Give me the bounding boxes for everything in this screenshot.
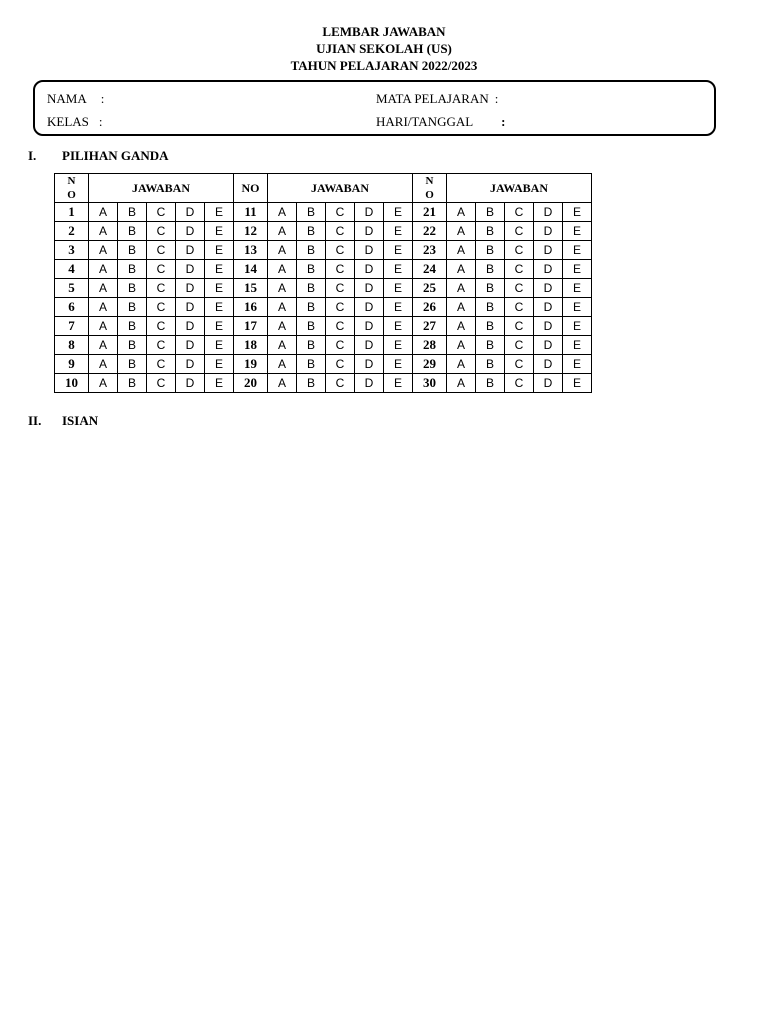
answer-option[interactable]: C [147, 222, 176, 241]
question-number: 14 [234, 260, 268, 279]
answer-option[interactable]: C [147, 374, 176, 393]
answer-option[interactable]: C [505, 279, 534, 298]
answer-option[interactable]: B [297, 222, 326, 241]
table-row [55, 317, 592, 336]
document-heading [0, 23, 768, 74]
section-2-title: ISIAN [62, 413, 99, 428]
answer-option[interactable]: B [118, 241, 147, 260]
answer-option[interactable]: A [447, 279, 476, 298]
answer-option[interactable]: E [384, 203, 413, 222]
no-header: N O [413, 174, 447, 203]
answer-option[interactable]: E [563, 279, 592, 298]
answer-option[interactable]: E [384, 279, 413, 298]
answer-option[interactable]: E [384, 298, 413, 317]
answer-option[interactable]: C [505, 222, 534, 241]
answer-option[interactable]: D [355, 260, 384, 279]
answer-option[interactable]: D [355, 241, 384, 260]
table-row [55, 355, 592, 374]
table-row [55, 241, 592, 260]
answer-option[interactable]: C [505, 298, 534, 317]
table-row [55, 260, 592, 279]
heading-line-3: TAHUN PELAJARAN 2022/2023 [290, 58, 478, 73]
answer-option[interactable]: A [268, 317, 297, 336]
answer-option[interactable]: C [505, 355, 534, 374]
question-number: 28 [413, 336, 447, 355]
table-row [55, 279, 592, 298]
answer-option[interactable]: C [147, 317, 176, 336]
table-row [55, 298, 592, 317]
answer-option[interactable]: B [297, 336, 326, 355]
answer-option[interactable]: B [118, 279, 147, 298]
answer-option[interactable]: B [118, 374, 147, 393]
answer-option[interactable]: C [147, 279, 176, 298]
answer-option[interactable]: C [326, 222, 355, 241]
answer-option[interactable]: B [297, 260, 326, 279]
answer-option[interactable]: B [118, 222, 147, 241]
answer-option[interactable]: D [355, 298, 384, 317]
answer-option[interactable]: D [534, 355, 563, 374]
answer-option[interactable]: A [447, 260, 476, 279]
answer-option[interactable]: B [297, 298, 326, 317]
answer-option[interactable]: D [176, 298, 205, 317]
answer-option[interactable]: A [447, 298, 476, 317]
answer-option[interactable]: B [118, 203, 147, 222]
answer-option[interactable]: A [89, 279, 118, 298]
answer-option[interactable]: D [355, 317, 384, 336]
question-number: 8 [55, 336, 89, 355]
answer-option[interactable]: A [447, 222, 476, 241]
answer-option[interactable]: D [176, 203, 205, 222]
answer-option[interactable]: C [147, 355, 176, 374]
answer-option[interactable]: B [297, 279, 326, 298]
question-number: 13 [234, 241, 268, 260]
answer-option[interactable]: B [476, 355, 505, 374]
table-row [55, 336, 592, 355]
answer-option[interactable]: B [118, 317, 147, 336]
answer-option[interactable]: B [476, 317, 505, 336]
answer-option[interactable]: B [476, 336, 505, 355]
question-number: 20 [234, 374, 268, 393]
no-header: NO [234, 174, 268, 203]
answer-option[interactable]: E [384, 260, 413, 279]
answer-option[interactable]: B [476, 298, 505, 317]
table-row [55, 203, 592, 222]
answer-option[interactable]: E [563, 298, 592, 317]
answer-option[interactable]: D [355, 374, 384, 393]
answer-option[interactable]: A [89, 317, 118, 336]
answer-option[interactable]: E [205, 374, 234, 393]
answer-option[interactable]: B [297, 317, 326, 336]
answer-option[interactable]: B [476, 222, 505, 241]
question-number: 9 [55, 355, 89, 374]
nama-row [47, 91, 104, 107]
answer-option[interactable]: E [563, 260, 592, 279]
answer-option[interactable]: D [176, 374, 205, 393]
answer-option[interactable]: E [563, 336, 592, 355]
answer-option[interactable]: E [563, 241, 592, 260]
answer-option[interactable]: E [205, 336, 234, 355]
answer-option[interactable]: A [268, 279, 297, 298]
answer-option[interactable]: D [355, 222, 384, 241]
answer-option[interactable]: B [297, 374, 326, 393]
answer-option[interactable]: C [505, 336, 534, 355]
answer-option[interactable]: C [505, 317, 534, 336]
question-number: 15 [234, 279, 268, 298]
question-number: 22 [413, 222, 447, 241]
answer-option[interactable]: A [89, 336, 118, 355]
answer-option[interactable]: D [176, 317, 205, 336]
answer-grid [54, 173, 592, 393]
answer-option[interactable]: D [534, 279, 563, 298]
answer-option[interactable]: D [355, 355, 384, 374]
answer-option[interactable]: E [384, 336, 413, 355]
answer-option[interactable]: C [326, 336, 355, 355]
heading-line-2: UJIAN SEKOLAH (US) [316, 41, 452, 56]
answer-option[interactable]: D [534, 241, 563, 260]
answer-option[interactable]: E [384, 355, 413, 374]
answer-option[interactable]: B [476, 374, 505, 393]
answer-option[interactable]: A [89, 222, 118, 241]
question-number: 30 [413, 374, 447, 393]
answer-option[interactable]: E [563, 374, 592, 393]
answer-option[interactable]: E [205, 279, 234, 298]
mapel-row [376, 91, 498, 107]
answer-option[interactable]: E [205, 241, 234, 260]
answer-option[interactable]: C [326, 317, 355, 336]
question-number: 23 [413, 241, 447, 260]
table-row [55, 222, 592, 241]
answer-option[interactable]: A [89, 241, 118, 260]
answer-option[interactable]: B [297, 241, 326, 260]
answer-option[interactable]: A [89, 260, 118, 279]
answer-option[interactable]: E [563, 355, 592, 374]
question-number: 4 [55, 260, 89, 279]
answer-option[interactable]: A [268, 203, 297, 222]
answer-option[interactable]: D [534, 260, 563, 279]
answer-option[interactable]: D [355, 279, 384, 298]
answer-option[interactable]: A [268, 336, 297, 355]
answer-option[interactable]: A [268, 355, 297, 374]
answer-option[interactable]: B [476, 203, 505, 222]
question-number: 3 [55, 241, 89, 260]
answer-option[interactable]: D [355, 336, 384, 355]
no-header: N O [55, 174, 89, 203]
question-number: 1 [55, 203, 89, 222]
jawaban-header: JAWABAN [89, 174, 234, 203]
question-number: 24 [413, 260, 447, 279]
section-2-number: II. [28, 413, 42, 428]
kelas-row [47, 114, 103, 130]
jawaban-header: JAWABAN [268, 174, 413, 203]
question-number: 7 [55, 317, 89, 336]
answer-option[interactable]: C [147, 298, 176, 317]
answer-option[interactable]: A [268, 222, 297, 241]
answer-option[interactable]: B [118, 260, 147, 279]
answer-option[interactable]: B [297, 355, 326, 374]
answer-option[interactable]: D [534, 317, 563, 336]
answer-option[interactable]: D [176, 355, 205, 374]
answer-option[interactable]: A [89, 203, 118, 222]
answer-option[interactable]: A [268, 241, 297, 260]
answer-option[interactable]: C [326, 260, 355, 279]
answer-option[interactable]: A [268, 374, 297, 393]
answer-option[interactable]: B [118, 336, 147, 355]
section-1-number: I. [28, 148, 37, 163]
answer-option[interactable]: A [89, 374, 118, 393]
answer-option[interactable]: A [89, 298, 118, 317]
question-number: 2 [55, 222, 89, 241]
question-number: 11 [234, 203, 268, 222]
answer-option[interactable]: C [505, 241, 534, 260]
section-isian [28, 413, 98, 429]
answer-option[interactable]: E [205, 355, 234, 374]
answer-option[interactable]: B [476, 260, 505, 279]
question-number: 12 [234, 222, 268, 241]
question-number: 5 [55, 279, 89, 298]
answer-option[interactable]: E [205, 203, 234, 222]
answer-option[interactable]: A [268, 260, 297, 279]
answer-option[interactable]: D [176, 279, 205, 298]
question-number: 25 [413, 279, 447, 298]
question-number: 26 [413, 298, 447, 317]
question-number: 10 [55, 374, 89, 393]
nama-colon: : [100, 91, 105, 106]
answer-option[interactable]: E [384, 222, 413, 241]
answer-option[interactable]: E [205, 317, 234, 336]
answer-option[interactable]: D [176, 336, 205, 355]
question-number: 21 [413, 203, 447, 222]
answer-option[interactable]: E [384, 374, 413, 393]
answer-option[interactable]: E [563, 203, 592, 222]
question-number: 18 [234, 336, 268, 355]
answer-option[interactable]: C [147, 241, 176, 260]
answer-option[interactable]: C [147, 336, 176, 355]
answer-option[interactable]: C [326, 355, 355, 374]
answer-option[interactable]: E [384, 241, 413, 260]
mapel-colon: : [494, 91, 499, 106]
question-number: 27 [413, 317, 447, 336]
answer-option[interactable]: C [326, 203, 355, 222]
answer-option[interactable]: C [505, 203, 534, 222]
section-1-title: PILIHAN GANDA [62, 148, 169, 163]
grid-header-row [55, 174, 592, 203]
answer-option[interactable]: E [205, 222, 234, 241]
answer-option[interactable]: E [205, 260, 234, 279]
answer-option[interactable]: C [326, 279, 355, 298]
heading-line-1: LEMBAR JAWABAN [322, 24, 446, 39]
section-pilihan-ganda [28, 148, 169, 164]
answer-option[interactable]: C [147, 203, 176, 222]
question-number: 6 [55, 298, 89, 317]
answer-option[interactable]: D [355, 203, 384, 222]
answer-option[interactable]: C [505, 260, 534, 279]
answer-option[interactable]: E [384, 317, 413, 336]
answer-option[interactable]: D [534, 298, 563, 317]
answer-option[interactable]: B [297, 203, 326, 222]
table-row [55, 374, 592, 393]
answer-option[interactable]: D [176, 241, 205, 260]
answer-option[interactable]: A [89, 355, 118, 374]
question-number: 19 [234, 355, 268, 374]
question-number: 17 [234, 317, 268, 336]
answer-option[interactable]: D [534, 336, 563, 355]
answer-option[interactable]: B [476, 279, 505, 298]
answer-option[interactable]: A [447, 241, 476, 260]
answer-option[interactable]: B [118, 298, 147, 317]
answer-option[interactable]: D [534, 222, 563, 241]
answer-option[interactable]: E [563, 222, 592, 241]
kelas-colon: : [98, 114, 103, 129]
answer-option[interactable]: C [326, 241, 355, 260]
answer-option[interactable]: D [176, 222, 205, 241]
question-number: 16 [234, 298, 268, 317]
nama-label: NAMA [47, 91, 87, 106]
answer-option[interactable]: A [268, 298, 297, 317]
answer-option[interactable]: D [176, 260, 205, 279]
answer-option[interactable]: E [563, 317, 592, 336]
answer-option[interactable]: A [447, 336, 476, 355]
answer-option[interactable]: D [534, 374, 563, 393]
hari-label: HARI/TANGGAL [376, 114, 474, 129]
answer-option[interactable]: A [447, 317, 476, 336]
hari-row [376, 114, 506, 130]
answer-option[interactable]: B [118, 355, 147, 374]
answer-option[interactable]: C [147, 260, 176, 279]
answer-option[interactable]: C [326, 374, 355, 393]
answer-option[interactable]: B [476, 241, 505, 260]
answer-option[interactable]: A [447, 355, 476, 374]
question-number: 29 [413, 355, 447, 374]
hari-colon: : [501, 114, 506, 129]
answer-option[interactable]: D [534, 203, 563, 222]
answer-option[interactable]: C [326, 298, 355, 317]
jawaban-header: JAWABAN [447, 174, 592, 203]
answer-option[interactable]: A [447, 203, 476, 222]
answer-option[interactable]: E [205, 298, 234, 317]
answer-option[interactable]: A [447, 374, 476, 393]
mapel-label: MATA PELAJARAN [376, 91, 489, 106]
student-info-box [33, 80, 716, 136]
answer-option[interactable]: C [505, 374, 534, 393]
kelas-label: KELAS [47, 114, 89, 129]
